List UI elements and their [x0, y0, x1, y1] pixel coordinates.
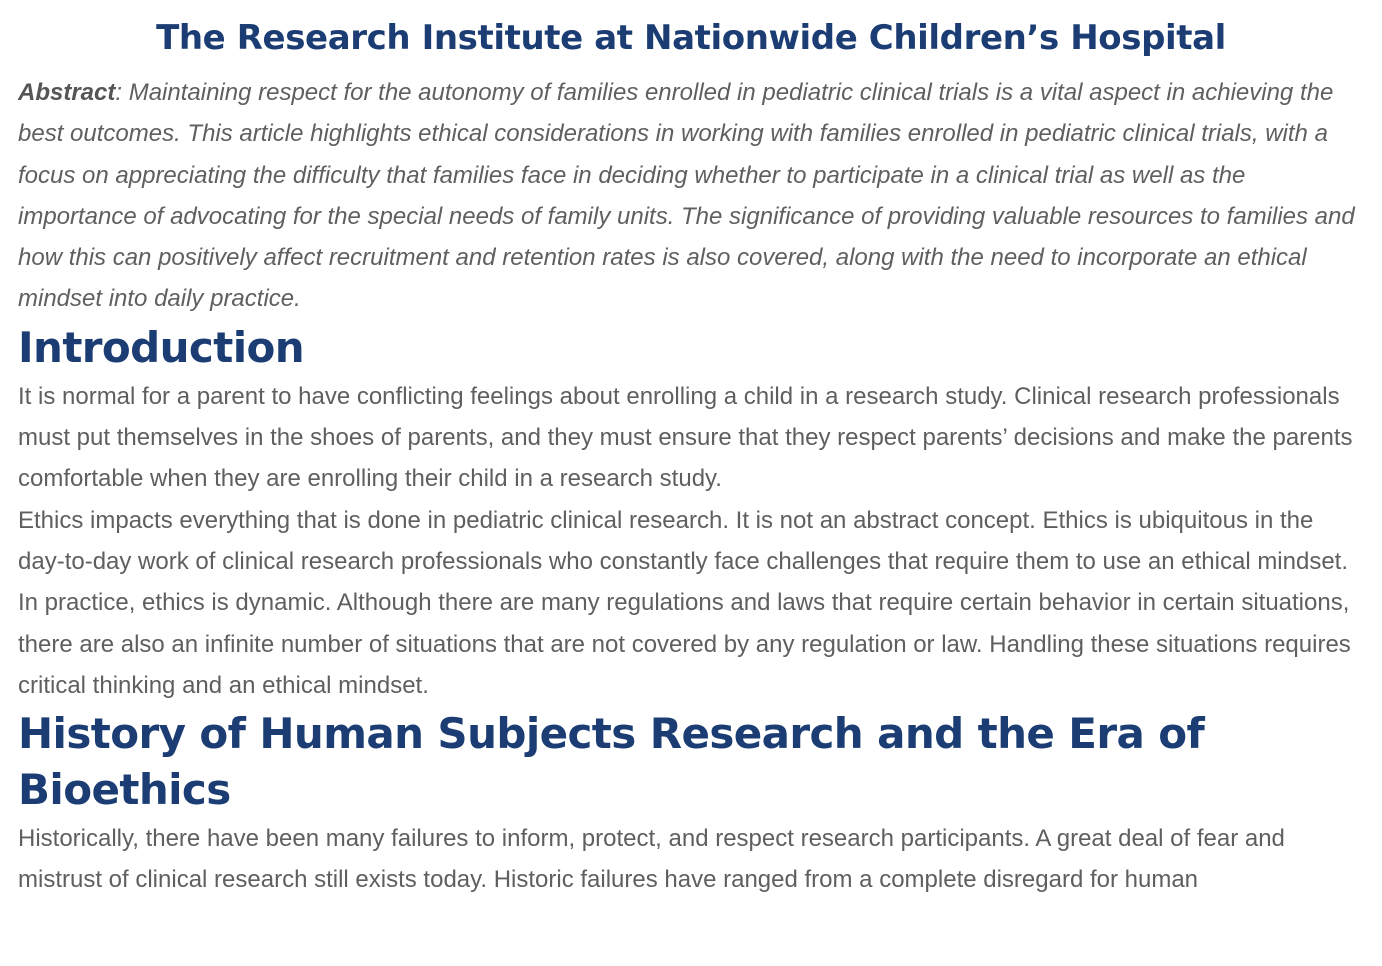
section-heading-history: History of Human Subjects Research and the Era of Bioethics	[18, 709, 1205, 815]
abstract	[18, 72, 1364, 320]
intro-paragraph-1: It is normal for a parent to have conflicting feelings about enrolling a child in a research study. Clinical research professionals must put themselves in the shoes of parents, and they must ensure that they respect parents’ decisions and make the parents comfortable when they are enrolling their child in a research study.	[18, 382, 1353, 493]
section-heading-introduction: Introduction	[18, 322, 305, 372]
abstract-text: : Maintaining respect for the autonomy of families enrolled in pediatric clinical trials is a vital aspect in achieving the best outcomes. This article highlights ethical considerations in working with families enrolled in pediatric clinical trials, with a focus on appreciating the difficulty that families face in deciding whether to participate in a clinical trial as well as the importance of advocating for the special needs of family units. The significance of providing valuable resources to families and how this can positively affect recruitment and retention rates is also covered, along with the need to incorporate an ethical mindset into daily practice.	[18, 79, 1355, 313]
abstract-label: Abstract	[18, 79, 116, 106]
history-paragraph-1: Historically, there have been many failures to inform, protect, and respect research participants. A great deal of fear and mistrust of clinical research still exists today. Historic failures have ranged from a complete disregard for human	[18, 825, 1285, 894]
intro-paragraph-3: In practice, ethics is dynamic. Although there are many regulations and laws that require certain behavior in certain situations, there are also an infinite number of situations that are not covered by any regulation or law. Handling these situations requires critical thinking and an ethical mindset.	[18, 589, 1351, 699]
site-title: The Research Institute at Nationwide Children’s Hospital	[156, 18, 1226, 58]
intro-paragraph-2: Ethics impacts everything that is done in pediatric clinical research. It is not an abstract concept. Ethics is ubiquitous in the day-to-day work of clinical research professionals who constantly face challenges that require them to use an ethical mindset.	[18, 506, 1349, 575]
